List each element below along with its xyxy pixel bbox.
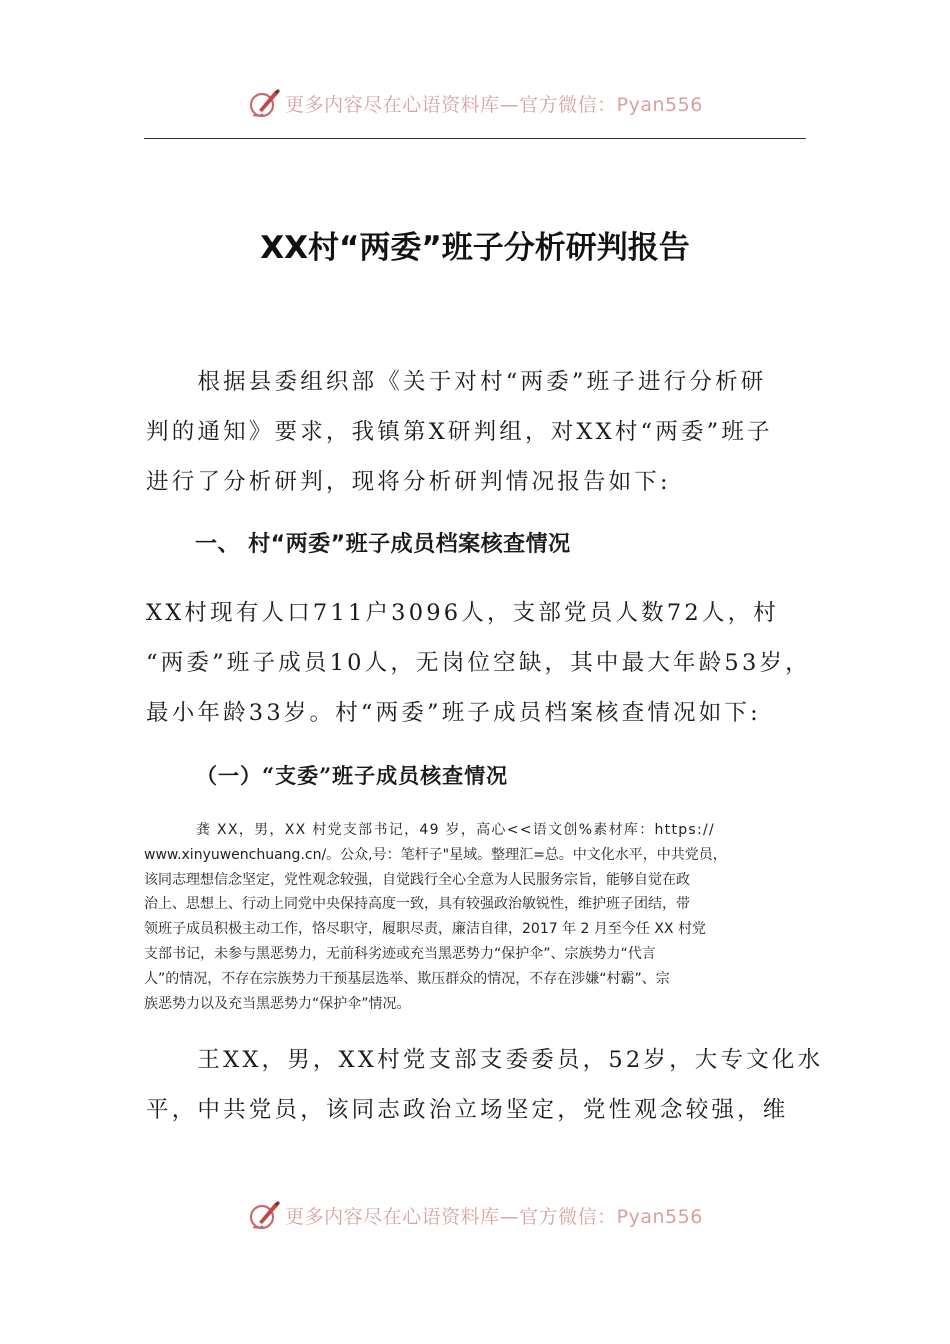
intro-paragraph (146, 357, 810, 507)
population-paragraph (146, 588, 810, 738)
profile-line: 族恶势力以及充当黑恶势力“保护伞”情况。 (144, 995, 411, 1012)
member-profile-paragraph (146, 1035, 824, 1135)
profile-line: 龚 XX，男，XX 村党支部书记，49 岁，高心<<语文创%素材库：https:// (196, 822, 716, 838)
profile-line: 该同志理想信念坚定，党性观念较强，自觉践行全心全意为人民服务宗旨，能够自觉在政 (144, 871, 690, 888)
population-line: “两委”班子成员10人，无岗位空缺，其中最大年龄53岁， (146, 650, 811, 676)
secretary-profile-paragraph (144, 818, 808, 1016)
subsection-1-heading: （一）“支委”班子成员核查情况 (196, 763, 509, 788)
member-line: 王XX，男，XX村党支部支委委员，52岁，大专文化水 (146, 1047, 824, 1073)
header-watermark (0, 83, 950, 123)
watermark-text: 更多内容尽在心语资料库—官方微信：Pyan556 (285, 1205, 703, 1228)
population-line: XX村现有人口711户3096人，支部党员人数72人，村 (146, 600, 779, 626)
watermark-text: 更多内容尽在心语资料库—官方微信：Pyan556 (285, 93, 703, 116)
intro-line: 进行了分析研判，现将分析研判情况报告如下: (146, 469, 671, 495)
member-line: 平，中共党员，该同志政治立场坚定，党性观念较强，维 (146, 1097, 789, 1123)
section-1-heading: 一、 村“两委”班子成员档案核查情况 (195, 532, 571, 557)
profile-line: 支部书记，未参与黑恶势力，无前科劣迹或充当黑恶势力“保护伞”、宗族势力“代言 (144, 945, 656, 962)
profile-line: www.xinyuwenchuang.cn/。公众,号：笔杆子"星域。整理汇=总。中文化水平，中共党员， (144, 846, 727, 863)
intro-line: 判的通知》要求，我镇第X研判组，对XX村“两委”班子 (146, 419, 773, 445)
profile-line: 治上、思想上、行动上同党中央保持高度一致，具有较强政治敏锐性，维护班子团结，带 (144, 896, 690, 913)
quill-pen-logo-icon (247, 1198, 281, 1232)
population-line: 最小年龄33岁。村“两委”班子成员档案核查情况如下: (146, 700, 761, 726)
quill-pen-logo-icon (247, 86, 281, 120)
header-divider (144, 138, 806, 139)
profile-line: 领班子成员积极主动工作，恪尽职守，履职尽责，廉洁自律，2017 年 2 月至今任 XX 村党 (144, 921, 706, 938)
profile-line: 人”的情况，不存在宗族势力干预基层选举、欺压群众的情况，不存在涉嫌“村霸”、宗 (144, 970, 670, 987)
footer-watermark (0, 1195, 950, 1235)
document-title: XX村“两委”班子分析研判报告 (260, 230, 690, 266)
intro-line: 根据县委组织部《关于对村“两委”班子进行分析研 (146, 369, 767, 395)
